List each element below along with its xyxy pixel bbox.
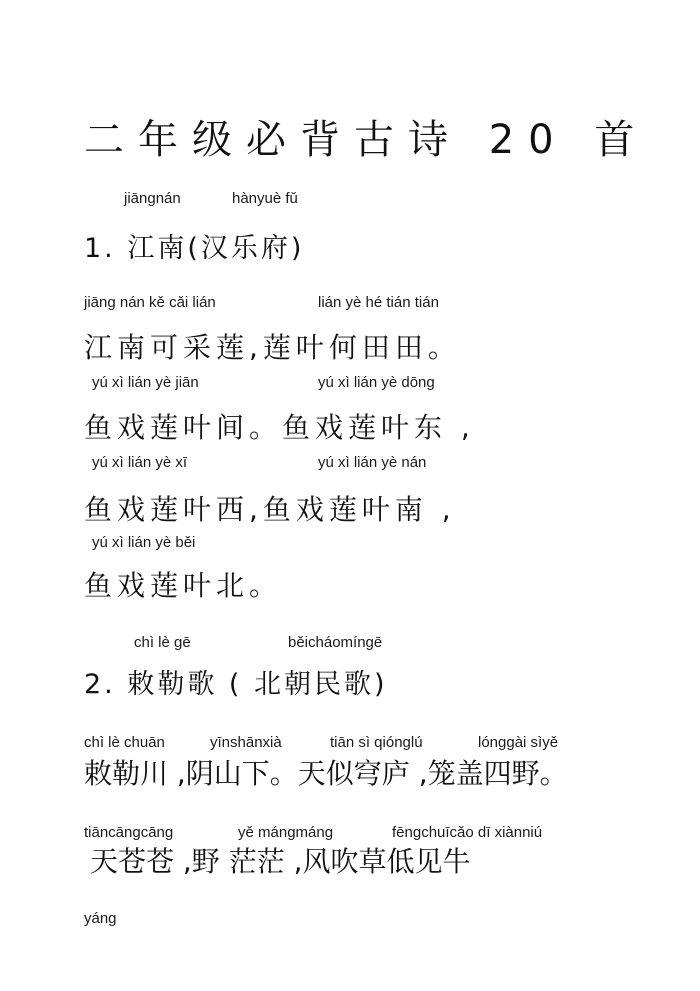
line-pinyin: lián yè hé tián tián: [318, 294, 439, 311]
line-pinyin: yú xì lián yè jiān: [92, 374, 199, 391]
poem-line: 鱼戏莲叶北。: [84, 569, 283, 602]
line-pinyin: yáng: [84, 910, 117, 927]
poem-heading: 2. 敕勒歌 ( 北朝民歌): [84, 669, 388, 700]
poem-line: 天苍苍 ,野 茫茫 ,风吹草低见牛: [90, 845, 471, 878]
heading-pinyin: hànyuè fǔ: [232, 190, 298, 207]
line-pinyin: yú xì lián yè běi: [92, 534, 196, 551]
page-title: 二年级必背古诗 20 首: [84, 117, 649, 163]
heading-pinyin: běicháomíngē: [288, 634, 383, 651]
line-pinyin: lónggài sìyě: [478, 734, 559, 751]
poem-heading: 1. 江南(汉乐府): [84, 233, 305, 264]
line-pinyin: yú xì lián yè nán: [318, 454, 427, 471]
line-pinyin: fēngchuīcǎo dī xiànniú: [392, 824, 543, 841]
line-pinyin: yīnshānxià: [210, 734, 282, 751]
line-pinyin: jiāng nán kě cǎi lián: [84, 294, 216, 311]
heading-pinyin: chì lè gē: [134, 634, 191, 651]
poem-line: 敕勒川 ,阴山下。天似穹庐 ,笼盖四野。: [84, 757, 568, 790]
poem-line: 鱼戏莲叶间。鱼戏莲叶东 ,: [84, 411, 475, 444]
line-pinyin: tiān sì qiónglú: [330, 734, 423, 751]
line-pinyin: tiāncāngcāng: [84, 824, 174, 841]
line-pinyin: yú xì lián yè dōng: [318, 374, 435, 391]
line-pinyin: yě mángmáng: [238, 824, 334, 841]
heading-pinyin: jiāngnán: [124, 190, 181, 207]
line-pinyin: yú xì lián yè xī: [92, 454, 188, 471]
line-pinyin: chì lè chuān: [84, 734, 165, 751]
poem-line: 江南可采莲,莲叶何田田。: [84, 331, 461, 364]
poem-line: 鱼戏莲叶西,鱼戏莲叶南 ,: [84, 493, 456, 526]
